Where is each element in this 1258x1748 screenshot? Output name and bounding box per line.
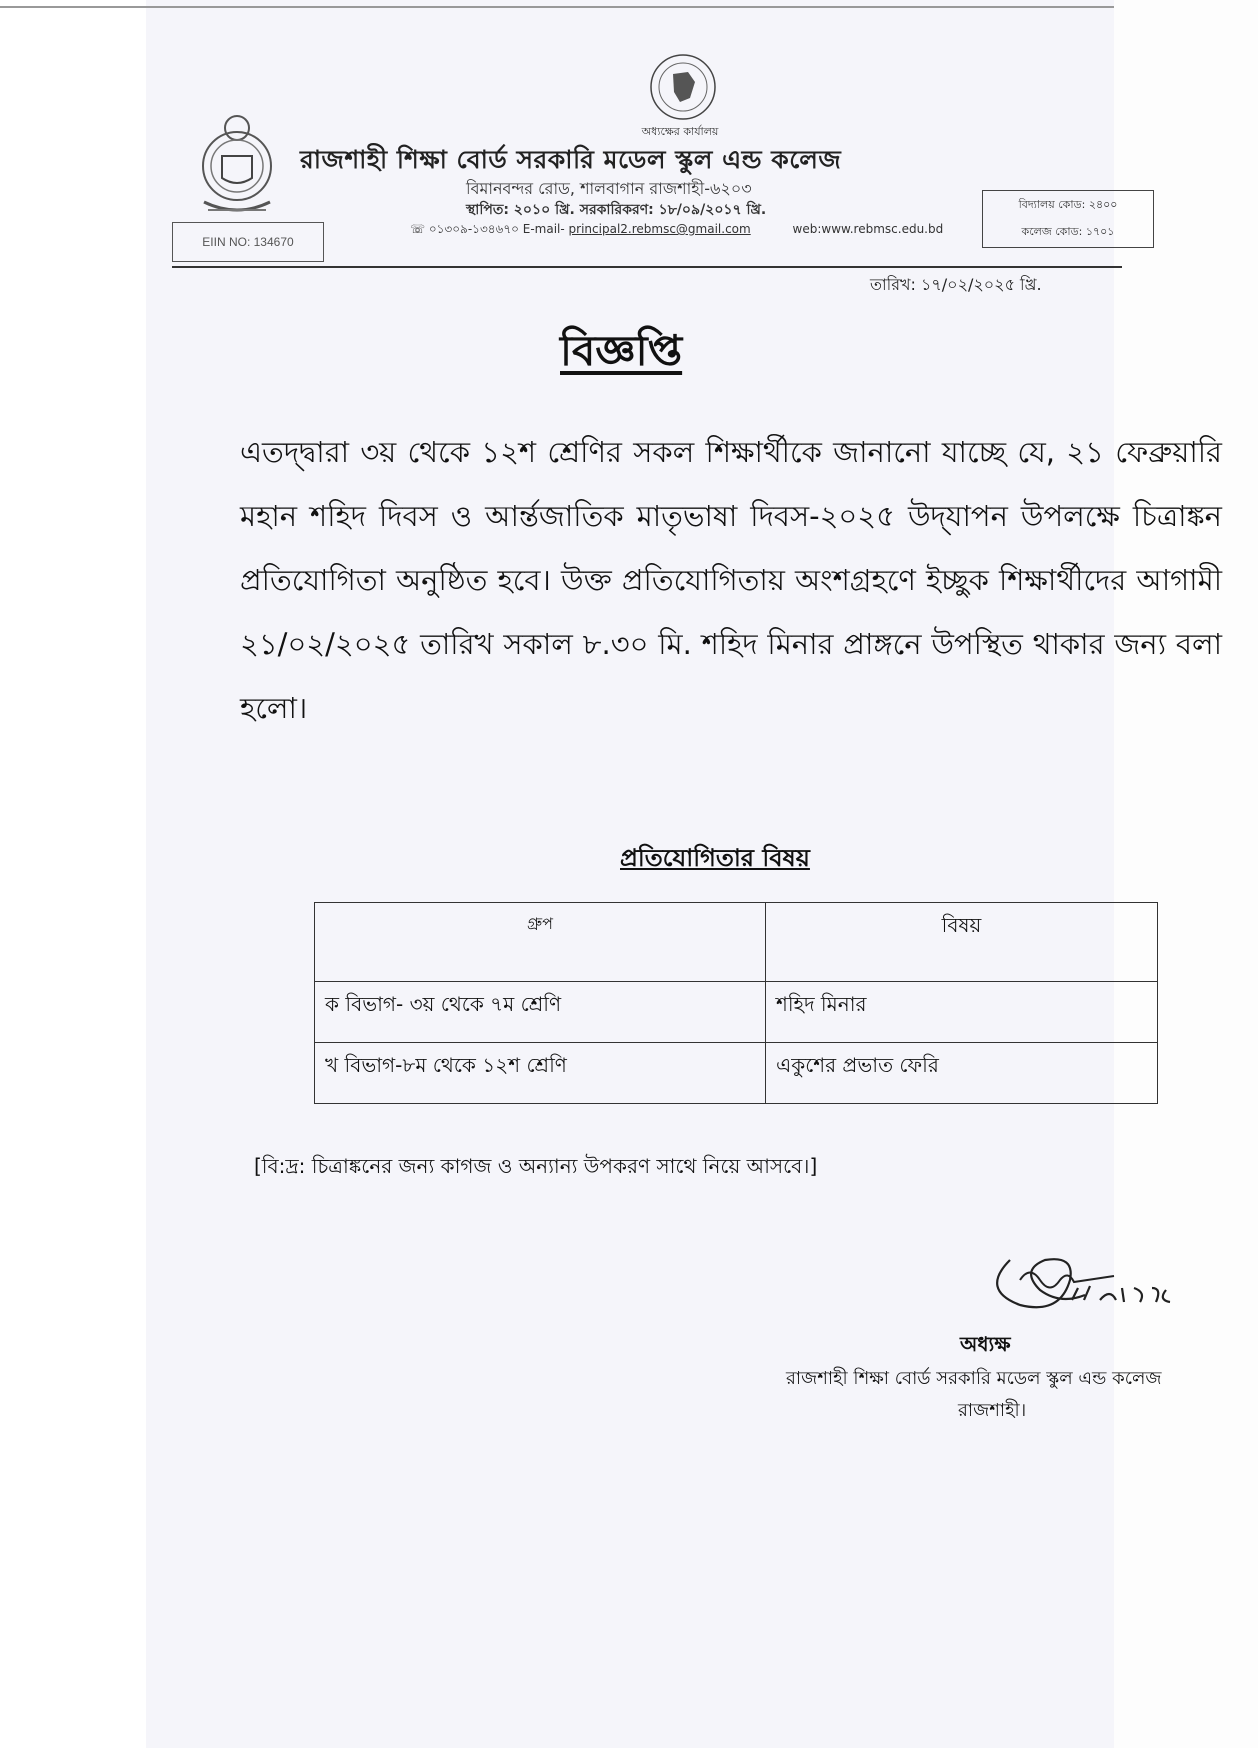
scan-edge-line: [0, 6, 1258, 8]
school-name: রাজশাহী শিক্ষা বোর্ড সরকারি মডেল স্কুল এন্ড কলেজ: [300, 145, 842, 174]
notice-body: এতদ্দ্বারা ৩য় থেকে ১২শ শ্রেণির সকল শিক্ষার্থীকে জানানো যাচ্ছে যে, ২১ ফেব্রুয়ারি মহান শহিদ দিবস ও আর্ন্তজাতিক মাতৃভাষা দিবস-২০২৫ উদ্‌যাপন উপলক্ষে চিত্রাঙ্কন প্রতিযোগিতা অনুষ্ঠিত হবে। উক্ত প্রতিযোগিতায় অংশগ্রহণে ইচ্ছুক শিক্ষার্থীদের আগামী ২১/০২/২০২৫ তারিখ সকাল ৮.৩০ মি. শহিদ মিনার প্রাঙ্গনে উপস্থিত থাকার জন্য বলা হলো।: [240, 435, 1222, 725]
table-header-group: গ্রুপ: [315, 903, 766, 982]
school-logo-icon: [186, 110, 288, 222]
footnote: [বি:দ্র: চিত্রাঙ্কনের জন্য কাগজ ও অন্যান্য উপকরণ সাথে নিয়ে আসবে।]: [254, 1154, 818, 1178]
signatory-organization: রাজশাহী শিক্ষা বোর্ড সরকারি মডেল স্কুল এন্ড কলেজ: [786, 1368, 1162, 1389]
government-emblem-icon: [640, 52, 726, 122]
institution-code-box: [982, 190, 1154, 248]
principal-signature: [980, 1240, 1258, 1330]
table-row: [315, 1043, 1158, 1104]
school-code: বিদ্যালয় কোড: ২৪০০: [1018, 198, 1118, 211]
email-label: E-mail-: [522, 222, 565, 236]
signatory-city: রাজশাহী।: [958, 1400, 1027, 1421]
phone-number: ০১৩০৯-১৩৪৬৭০: [428, 222, 519, 236]
eiin-number: EIIN NO: 134670: [202, 235, 294, 249]
table-header-subject: বিষয়: [766, 903, 1158, 982]
table-cell-subject: শহিদ মিনার: [766, 982, 1158, 1043]
table-header-row: [315, 903, 1158, 982]
established-line: স্থাপিত: ২০১০ খ্রি. সরকারিকরণ: ১৮/০৯/২০১৭ খ্রি.: [466, 202, 767, 218]
email-link[interactable]: principal2.rebmsc@gmail.com: [568, 222, 751, 236]
scan-right-margin: [1114, 0, 1258, 1748]
competition-table: [314, 902, 1158, 1104]
phone-icon: ☏: [410, 222, 426, 236]
notice-date: তারিখ: ১৭/০২/২০২৫ খ্রি.: [870, 275, 1042, 294]
notice-title: বিজ্ঞপ্তি: [560, 326, 683, 375]
table-cell-group: খ বিভাগ-৮ম থেকে ১২শ শ্রেণি: [315, 1043, 766, 1104]
office-line: অধ্যক্ষের কার্যালয়: [641, 125, 719, 138]
contact-line: [410, 221, 970, 241]
table-row: [315, 982, 1158, 1043]
subject-heading: প্রতিযোগিতার বিষয়: [620, 844, 810, 872]
header-divider: [172, 266, 1122, 268]
school-address: বিমানবন্দর রোড, শালবাগান রাজশাহী-৬২০৩: [466, 179, 752, 198]
eiin-box: [172, 222, 324, 262]
table-cell-subject: একুশের প্রভাত ফেরি: [766, 1043, 1158, 1104]
table-cell-group: ক বিভাগ- ৩য় থেকে ৭ম শ্রেণি: [315, 982, 766, 1043]
website-link[interactable]: web:www.rebmsc.edu.bd: [792, 222, 944, 236]
principal-title: অধ্যক্ষ: [960, 1332, 1011, 1356]
college-code: কলেজ কোড: ১৭০১: [1021, 225, 1115, 238]
